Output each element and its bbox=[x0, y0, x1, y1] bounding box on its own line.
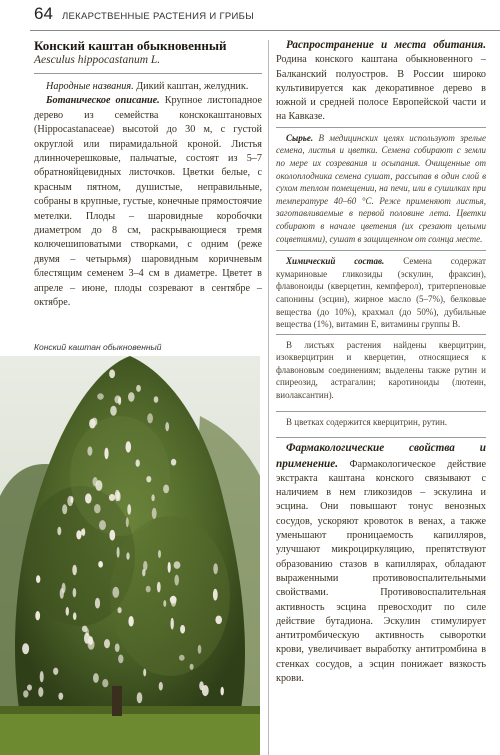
pharm-title: Фармакологические свойства и применение. bbox=[276, 442, 486, 470]
blossom-cluster bbox=[27, 685, 32, 691]
flowers-box bbox=[276, 411, 486, 434]
raw-material-label: Сырье. bbox=[286, 132, 314, 143]
blossom-cluster bbox=[126, 517, 129, 527]
blossom-cluster bbox=[118, 655, 123, 664]
chemical-paragraph bbox=[276, 255, 486, 331]
blossom-cluster bbox=[118, 607, 122, 613]
blossom-cluster bbox=[127, 504, 131, 515]
distribution-paragraph bbox=[276, 38, 486, 125]
blossom-cluster bbox=[95, 598, 100, 609]
blossom-cluster bbox=[109, 530, 115, 541]
raw-material-paragraph bbox=[276, 132, 486, 245]
blossom-cluster bbox=[142, 569, 145, 577]
blossom-cluster bbox=[36, 575, 40, 583]
blossom-cluster bbox=[180, 625, 185, 634]
blossom-cluster bbox=[215, 616, 222, 625]
blossom-cluster bbox=[73, 612, 77, 620]
blossom-cluster bbox=[76, 530, 81, 539]
blossom-cluster bbox=[168, 562, 171, 573]
blossom-cluster bbox=[93, 673, 99, 683]
blossom-cluster bbox=[146, 476, 151, 482]
blossom-cluster bbox=[58, 693, 63, 700]
blossom-cluster bbox=[158, 550, 161, 558]
blossom-cluster bbox=[137, 692, 143, 703]
folk-names-label: Народные названия. bbox=[46, 81, 134, 92]
blossom-cluster bbox=[110, 406, 117, 416]
blossom-cluster bbox=[60, 588, 64, 599]
botanical-label: Ботаническое описание. bbox=[46, 95, 160, 107]
blossom-cluster bbox=[163, 600, 166, 607]
blossom-cluster bbox=[87, 446, 92, 455]
page-header bbox=[0, 0, 500, 30]
blossom-cluster bbox=[115, 643, 120, 652]
blossom-cluster bbox=[126, 552, 129, 559]
pharm-paragraph bbox=[276, 441, 486, 686]
flowers-paragraph: В цветках содержится кверцитрин, рутин. bbox=[286, 416, 448, 427]
blossom-cluster bbox=[70, 496, 73, 503]
chemical-text: Семена содержат кумариновые гликозиды (эскулин, фраксин), флавоноиды (кверцетин, кемпферол), тритерпеновые сапонины (эсцин), жирное масло (5–7%), белковые вещества (до 10%), крахмал (до 50%), дубильные вещества (1%), витамин Е, витамины группы В. bbox=[276, 256, 486, 330]
blossom-cluster bbox=[81, 529, 85, 536]
blossom-cluster bbox=[136, 385, 141, 392]
botanical-text: Крупное листопадное дерево из семейства конскокаштановых (Hippocastanaceae) высотой до 30 м, с густой округлой или пирамидальной кроной. Листья длинночерешковые, пальчатые, состоят из 5–7 обратнояйцевидных листочков. Цветки белые, с красным пятном, душистые, неправильные, собраны в крупные, густые, конечные прямостоячие метелки. Плоды – шаровидные коробочки диаметром до 8 см, раскрывающиеся тремя колючешиповатыми створками, с одним (реже двумя – четырьмя) шаровидным коричневым блестящим семенем 3–4 см в диаметре. Цветет в апреле – июне, плоды созревают в сентябре – октябре. bbox=[34, 95, 262, 309]
left-column bbox=[34, 38, 262, 311]
folk-names-paragraph bbox=[34, 80, 262, 94]
blossom-cluster bbox=[38, 687, 43, 697]
blossom-cluster bbox=[98, 561, 103, 568]
blossom-cluster bbox=[35, 611, 40, 620]
blossom-cluster bbox=[99, 520, 106, 530]
leaves-paragraph: В листьях растения найдены кверцитрин, изокверцитрин и кверцетин, относящиеся к флавоновым соединениям; выделены также рутин и спиреозид, астрагалин; каротиноиды (лютеин, виолаксантин). bbox=[276, 339, 486, 401]
blossom-cluster bbox=[165, 422, 169, 431]
right-column bbox=[276, 38, 486, 686]
blossom-cluster bbox=[174, 561, 181, 569]
blossom-cluster bbox=[190, 664, 194, 670]
raw-material-box bbox=[276, 127, 486, 251]
leaves-box bbox=[276, 334, 486, 407]
blossom-cluster bbox=[151, 494, 154, 501]
blossom-cluster bbox=[213, 563, 218, 574]
blossom-cluster bbox=[221, 687, 224, 696]
blossom-cluster bbox=[109, 369, 115, 378]
blossom-cluster bbox=[97, 393, 104, 399]
distribution-text: Родина конского каштана обыкновенного – Балканский полуостров. В России широко культивируется как декоративное дерево в южной и средней полосе Европейской части и на Кавказе. bbox=[276, 54, 486, 123]
blossom-cluster bbox=[179, 655, 185, 661]
blossom-cluster bbox=[171, 459, 176, 466]
blossom-cluster bbox=[117, 547, 120, 558]
blossom-cluster bbox=[94, 504, 101, 513]
blossom-cluster bbox=[72, 565, 77, 576]
blossom-cluster bbox=[104, 639, 110, 648]
tree-illustration bbox=[0, 356, 260, 755]
blossom-cluster bbox=[104, 448, 108, 460]
pharm-box bbox=[276, 437, 486, 686]
blossom-cluster bbox=[198, 645, 202, 654]
column-divider bbox=[268, 40, 269, 755]
blossom-cluster bbox=[128, 616, 133, 627]
blossom-cluster bbox=[73, 588, 77, 597]
blossom-cluster bbox=[84, 633, 90, 644]
blossom-cluster bbox=[62, 504, 67, 514]
blossom-cluster bbox=[157, 582, 161, 593]
blossom-cluster bbox=[85, 493, 92, 503]
chemical-label: Химический состав. bbox=[286, 256, 385, 267]
blossom-cluster bbox=[114, 395, 121, 403]
blossom-cluster bbox=[136, 459, 140, 466]
blossom-cluster bbox=[116, 492, 120, 500]
figure-caption: Конский каштан обыкновенный bbox=[34, 342, 162, 352]
blossom-cluster bbox=[89, 419, 96, 429]
blossom-cluster bbox=[95, 480, 102, 491]
blossom-cluster bbox=[102, 679, 108, 687]
article-title: Конский каштан обыкновенный bbox=[34, 38, 227, 53]
blossom-cluster bbox=[147, 413, 153, 423]
running-title: ЛЕКАРСТВЕННЫЕ РАСТЕНИЯ И ГРИБЫ bbox=[62, 11, 254, 22]
blossom-cluster bbox=[163, 485, 169, 494]
blossom-cluster bbox=[128, 392, 135, 402]
latin-name: Aesculus hippocastanum L. bbox=[34, 54, 161, 66]
blossom-cluster bbox=[109, 494, 115, 501]
blossom-cluster bbox=[126, 441, 132, 452]
blossom-cluster bbox=[40, 671, 44, 682]
blossom-cluster bbox=[159, 682, 163, 691]
horse-chestnut-photo bbox=[0, 356, 260, 755]
blossom-cluster bbox=[171, 618, 174, 630]
blossom-cluster bbox=[22, 643, 29, 654]
blossom-cluster bbox=[170, 596, 177, 604]
title-divider bbox=[34, 73, 262, 74]
folk-names-text: Дикий каштан, желудник. bbox=[133, 81, 249, 92]
botanical-paragraph bbox=[34, 94, 262, 310]
header-divider bbox=[30, 30, 500, 31]
distribution-title: Распространение и места обитания. bbox=[286, 39, 486, 51]
blossom-cluster bbox=[112, 587, 119, 598]
blossom-cluster bbox=[199, 681, 204, 690]
page-number: 64 bbox=[34, 4, 53, 23]
blossom-cluster bbox=[154, 396, 159, 403]
blossom-cluster bbox=[57, 527, 61, 535]
blossom-cluster bbox=[66, 607, 69, 616]
blossom-cluster bbox=[146, 586, 151, 593]
blossom-cluster bbox=[152, 508, 157, 519]
blossom-cluster bbox=[23, 690, 28, 697]
blossom-cluster bbox=[174, 575, 179, 586]
raw-material-text: В медицинских целях используют зрелые семена, листья и цветки. Семена собирают с земли по мере их созревания и осыпания. Очищенные от околоплодника семена сушат, рассыпав в один слой в сухом теплом помещении, на печи, или в сушилках при температуре 40–60 °С. Реже применяют листья, заготавливаемые в первой половине лета. Цветки собирают в начале цветения (их срезают целыми соцветиями), сушат в защищенном от солнца месте. bbox=[276, 132, 486, 244]
blossom-cluster bbox=[53, 668, 58, 675]
pharm-text: Фармакологическое действие экстракта каштана конского связывают с наличием в нем гликозидов – эскулина и эсцина. Они повышают тонус венозных сосудов, ускоряют кровоток в венах, а также уменьшают проницаемость капилляров, улучшают микроциркуляцию, препятствуют образованию стазов в капиллярах, обладают выраженными противовоспалительными свойствами. Противовоспалительная активность эсцина превосходит по силе действие бутадиона. Эскулин стимулирует антитромбическую активность сыворотки крови, увеличивает выработку антитромбина в стенках сосудов, а эсцин понижает вязкость крови. bbox=[276, 458, 486, 684]
blossom-cluster bbox=[143, 669, 146, 677]
blossom-cluster bbox=[213, 589, 218, 601]
